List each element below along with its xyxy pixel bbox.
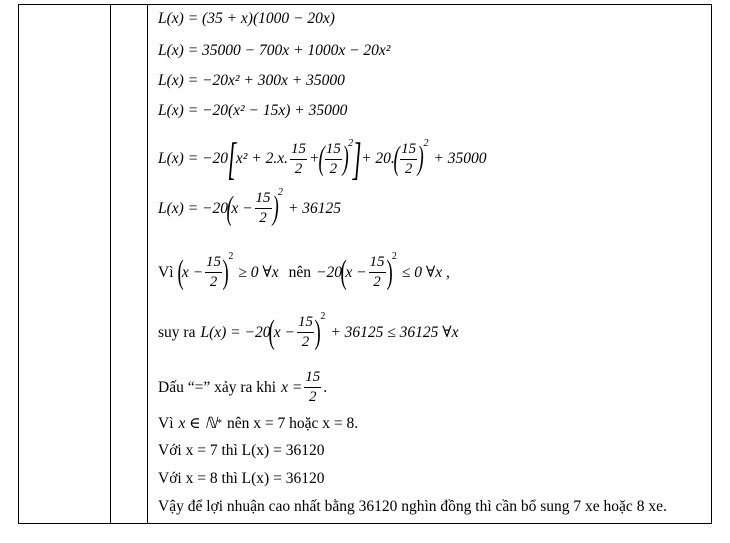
statement-line-9 — [158, 370, 327, 405]
exponent: 2 — [320, 311, 326, 322]
statement-line-10 — [158, 414, 358, 433]
eq8-end: + 36125 ≤ 36125 ∀x — [330, 324, 459, 341]
eq8-lhs: L(x) = −20 — [200, 323, 271, 341]
right-paren: ) — [386, 253, 393, 291]
left-paren: ( — [393, 140, 400, 177]
eq7-term: x − — [181, 263, 204, 281]
right-paren: ) — [342, 140, 349, 177]
word-vi-2: Vì — [158, 414, 174, 432]
statement-line-12: Với x = 8 thì L(x) = 36120 — [158, 470, 325, 487]
eq6-end: + 36125 — [287, 199, 341, 217]
left-paren: ( — [177, 253, 184, 291]
equation-line-2: L(x) = 35000 − 700x + 1000x − 20x² — [158, 42, 391, 59]
equality-condition: Dấu “=” xảy ra khi — [158, 378, 277, 396]
exponent: 2 — [277, 187, 283, 198]
eq5-end: + 35000 — [433, 150, 487, 167]
word-nen: nên — [288, 263, 312, 281]
column-divider-1 — [110, 4, 111, 524]
eq7-term-2: x − — [345, 263, 367, 281]
statement-line-7 — [158, 251, 450, 291]
equation-line-5: L(x) = −20 [ x² + 2.x. $\frac{15}{2}$ + ( $\frac{15}{2}$ ) 2 ] + 20. ( $\frac{15}{2}$ ) 2 + 35000 — [158, 133, 487, 184]
right-paren: ) — [222, 253, 229, 291]
statement-line-8 — [158, 311, 459, 351]
eq6-term: x − — [231, 199, 253, 217]
fraction: $\frac{15}{2}$ — [255, 190, 271, 226]
equation-line-3: L(x) = −20x² + 300x + 35000 — [158, 72, 345, 89]
equation-line-6 — [158, 187, 341, 227]
conclusion-line: Vậy để lợi nhuận cao nhất bằng 36120 nghìn đồng thì cần bổ sung 7 xe hoặc 8 xe. — [158, 498, 667, 515]
star-superscript: * — [217, 418, 223, 429]
eq8-term: x − — [273, 323, 295, 341]
eq7-coef: −20 — [316, 263, 342, 281]
left-paren: ( — [226, 189, 233, 227]
left-paren: ( — [269, 313, 276, 351]
eq5-lhs: L(x) = −20 — [158, 150, 228, 167]
exponent: 2 — [228, 251, 234, 262]
right-bracket: ] — [352, 133, 362, 184]
eq9-x: x = — [281, 378, 303, 396]
eq5-term: x² + 2.x. — [235, 150, 289, 167]
word-vi: Vì — [158, 263, 174, 281]
eq7-ineq-2: ≤ 0 ∀x , — [401, 264, 450, 281]
equation-line-1: L(x) = (35 + x)(1000 − 20x) — [158, 10, 335, 27]
left-paren: ( — [318, 140, 325, 177]
left-paren: ( — [340, 253, 347, 291]
fraction: $\frac{15}{2}$ — [298, 314, 313, 350]
word-suy-ra: suy ra — [158, 323, 196, 341]
exponent: 2 — [423, 137, 429, 149]
fraction: $\frac{15}{2}$ — [206, 254, 222, 290]
fraction: $\frac{15}{2}$ — [291, 140, 307, 177]
right-paren: ) — [417, 140, 424, 177]
period: . — [323, 378, 328, 396]
fraction: $\frac{15}{2}$ — [401, 140, 417, 177]
exponent: 2 — [391, 251, 397, 262]
eq5-mid: + 20. — [361, 150, 395, 167]
right-paren: ) — [272, 189, 279, 227]
eq6-lhs: L(x) = −20 — [158, 199, 228, 217]
fraction: $\frac{15}{2}$ — [305, 369, 321, 405]
equation-line-4: L(x) = −20(x² − 15x) + 35000 — [158, 102, 348, 119]
left-bracket: [ — [227, 133, 237, 184]
eq7-ineq: ≥ 0 ∀x — [238, 264, 279, 281]
natural-set-membership: x ∈ ℕ — [178, 415, 218, 432]
eq10-rest: nên x = 7 hoặc x = 8. — [227, 414, 359, 432]
exponent: 2 — [348, 137, 354, 149]
column-divider-2 — [147, 4, 148, 524]
right-paren: ) — [314, 313, 321, 351]
fraction: $\frac{15}{2}$ — [325, 140, 341, 177]
fraction: $\frac{15}{2}$ — [369, 254, 385, 290]
statement-line-11: Với x = 7 thì L(x) = 36120 — [158, 442, 325, 459]
